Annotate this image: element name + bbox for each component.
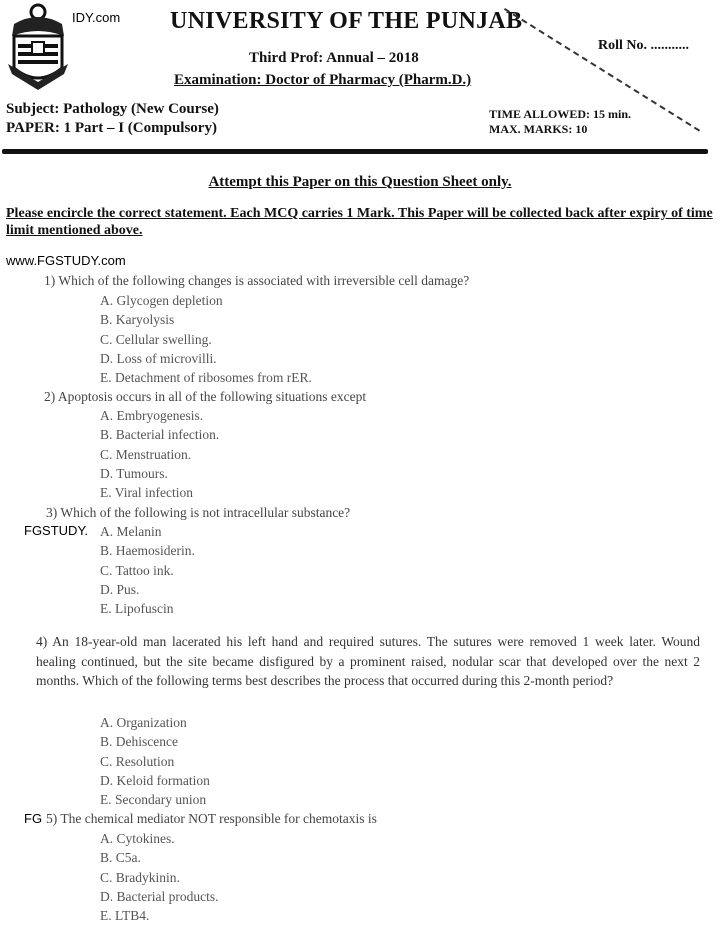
option[interactable]: C. Cellular swelling.	[100, 331, 212, 347]
option[interactable]: D. Keloid formation	[100, 772, 210, 788]
watermark-q5: FG	[24, 811, 43, 826]
subject-label: Subject: Pathology (New Course)	[6, 101, 219, 117]
option[interactable]: C. Bradykinin.	[100, 869, 180, 885]
option[interactable]: B. C5a.	[100, 850, 141, 866]
time-allowed: TIME ALLOWED: 15 min.	[489, 107, 632, 121]
watermark-top: IDY.com	[72, 10, 121, 25]
option[interactable]: D. Pus.	[100, 581, 140, 597]
option[interactable]: B. Haemosiderin.	[100, 543, 195, 559]
option[interactable]: A. Cytokines.	[100, 831, 175, 846]
question-4: 4) An 18-year-old man lacerated his left hand and required sutures. The sutures were removed 1 week later. Wound healing continued, but the site became disfigured by a prominent raised, nodular scar that developed over the next 2 months. Which of the following terms best describes the process that occurred during this 2-month period?	[36, 634, 700, 688]
question-3: 3) Which of the following is not intracellular substance?	[46, 505, 351, 520]
crest-icon	[4, 2, 72, 92]
option[interactable]: B. Bacterial infection.	[100, 427, 220, 443]
option[interactable]: C. Menstruation.	[100, 446, 192, 462]
option[interactable]: E. Secondary union	[100, 792, 207, 808]
university-crest-logo	[4, 2, 72, 92]
question-3-options	[100, 522, 195, 618]
question-5-options	[100, 829, 218, 925]
subject-block	[6, 100, 219, 138]
university-title: UNIVERSITY OF THE PUNJAB	[170, 8, 523, 34]
question-1-options	[100, 291, 312, 387]
option[interactable]: E. Viral infection	[100, 485, 194, 501]
exam-session: Third Prof: Annual – 2018	[249, 50, 419, 66]
watermark-q3: FGSTUDY.	[24, 523, 89, 538]
question-4-options	[100, 713, 210, 809]
paper-label: PAPER: 1 Part – I (Compulsory)	[6, 120, 217, 136]
header-rule	[2, 149, 708, 154]
option[interactable]: E. LTB4.	[100, 908, 150, 924]
option[interactable]: B. Karyolysis	[100, 312, 175, 328]
instruction-heading: Attempt this Paper on this Question Sheet only.	[208, 174, 512, 190]
option[interactable]: D. Bacterial products.	[100, 888, 219, 904]
option[interactable]: A. Glycogen depletion	[100, 293, 223, 308]
question-1: 1) Which of the following changes is associated with irreversible cell damage?	[44, 273, 470, 288]
option[interactable]: A. Organization	[100, 715, 187, 730]
instruction-text: Please encircle the correct statement. Each MCQ carries 1 Mark. This Paper will be collected back after expiry of time limit mentioned above.	[6, 206, 713, 238]
option[interactable]: B. Dehiscence	[100, 734, 178, 750]
question-2: 2) Apoptosis occurs in all of the following situations except	[44, 389, 367, 404]
option[interactable]: A. Embryogenesis.	[100, 408, 204, 423]
option[interactable]: C. Tattoo ink.	[100, 562, 174, 578]
option[interactable]: C. Resolution	[100, 753, 175, 769]
question-5: 5) The chemical mediator NOT responsible for chemotaxis is	[46, 811, 377, 826]
option[interactable]: A. Melanin	[100, 524, 162, 539]
option[interactable]: D. Loss of microvilli.	[100, 350, 217, 366]
option[interactable]: E. Detachment of ribosomes from rER.	[100, 370, 312, 386]
question-2-options	[100, 406, 219, 502]
option[interactable]: E. Lipofuscin	[100, 601, 174, 617]
option[interactable]: D. Tumours.	[100, 465, 168, 481]
time-marks-block	[489, 107, 631, 137]
watermark-mid: www.FGSTUDY.com	[6, 253, 126, 268]
max-marks: MAX. MARKS: 10	[489, 122, 588, 136]
program-title: Examination: Doctor of Pharmacy (Pharm.D.)	[174, 72, 472, 88]
roll-number-field: Roll No. ...........	[598, 38, 689, 53]
